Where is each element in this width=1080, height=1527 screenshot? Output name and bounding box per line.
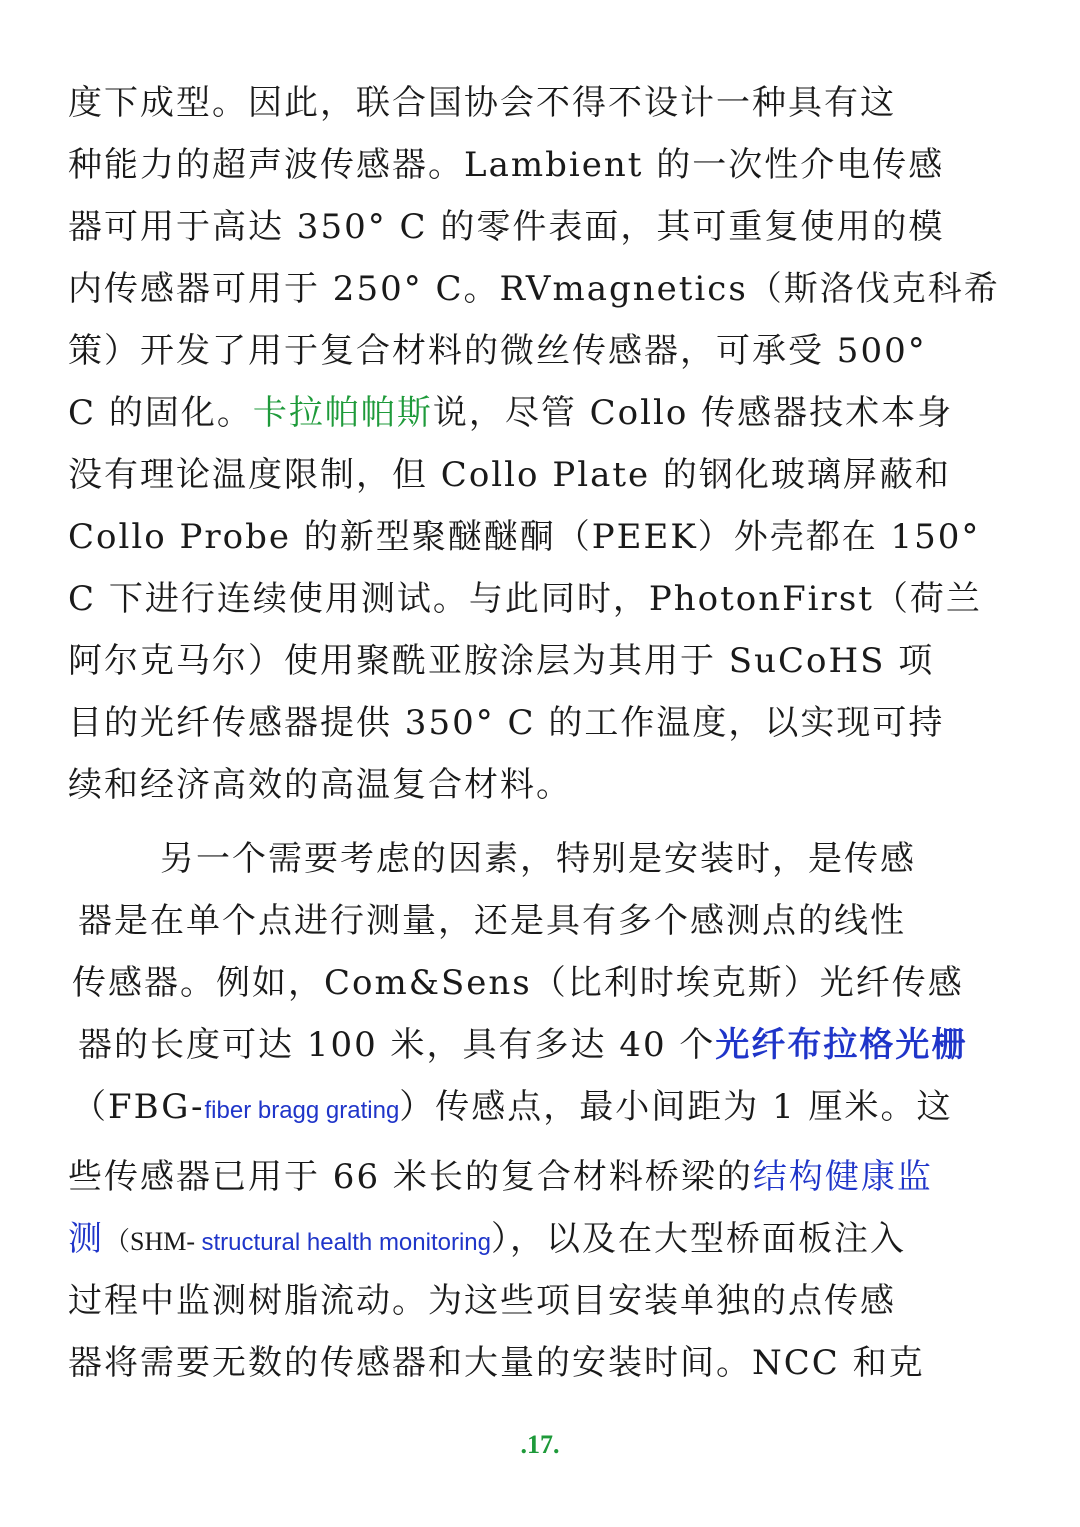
paragraph-line: 器将需要无数的传感器和大量的安装时间。NCC 和克 <box>68 1343 925 1383</box>
paragraph-line: 阿尔克马尔）使用聚酰亚胺涂层为其用于 SuCoHS 项 <box>68 641 935 681</box>
paragraph-line: C 下进行连续使用测试。与此同时，PhotonFirst（荷兰 <box>68 579 982 619</box>
paragraph-line: 器是在单个点进行测量，还是具有多个感测点的线性 <box>78 901 906 941</box>
shm-link[interactable]: 结构健康监 <box>752 1157 933 1197</box>
paragraph-line: 度下成型。因此，联合国协会不得不设计一种具有这 <box>68 83 896 123</box>
paragraph-line <box>68 1208 1018 1270</box>
paragraph-line <box>68 1014 1018 1076</box>
line-text: C 的固化。 <box>68 393 253 433</box>
shm-link-continued[interactable]: 测 <box>68 1219 104 1259</box>
abbr-text: （SHM- <box>104 1227 202 1256</box>
highlighted-name: 卡拉帕帕斯 <box>252 393 433 433</box>
paragraph-1 <box>68 72 1018 816</box>
page-number: .17. <box>520 1430 560 1459</box>
fbg-link[interactable]: 光纤布拉格光栅 <box>715 1025 968 1065</box>
paragraph-line: 没有理论温度限制，但 Collo Plate 的钢化玻璃屏蔽和 <box>68 455 951 495</box>
line-text: 说，尽管 Collo 传感器技术本身 <box>432 393 954 433</box>
fbg-term: fiber bragg grating <box>204 1097 400 1124</box>
shm-term: structural health monitoring <box>201 1229 491 1256</box>
paragraph-line: Collo Probe 的新型聚醚醚酮（PEEK）外壳都在 150° <box>68 517 981 557</box>
paragraph-line: 器可用于高达 350° C 的零件表面，其可重复使用的模 <box>68 207 945 247</box>
paragraph-line: 策）开发了用于复合材料的微丝传感器，可承受 500° <box>68 331 927 371</box>
paragraph-line: 另一个需要考虑的因素，特别是安装时，是传感 <box>160 839 916 879</box>
line-text: ），以及在大型桥面板注入 <box>491 1219 906 1259</box>
paragraph-line: 种能力的超声波传感器。Lambient 的一次性介电传感 <box>68 145 945 185</box>
paragraph-line-with-name <box>68 382 1018 444</box>
line-text: （FBG- <box>72 1087 205 1127</box>
line-text: ）传感点，最小间距为 1 厘米。这 <box>399 1087 953 1127</box>
paragraph-2 <box>68 828 1018 1394</box>
line-text: 器的长度可达 100 米，具有多达 40 个 <box>78 1025 716 1065</box>
paragraph-line <box>68 1146 1018 1208</box>
paragraph-line: 传感器。例如，Com&Sens（比利时埃克斯）光纤传感 <box>72 963 964 1003</box>
paragraph-line: 内传感器可用于 250° C。RVmagnetics（斯洛伐克科希 <box>68 269 1000 309</box>
paragraph-line: 过程中监测树脂流动。为这些项目安装单独的点传感 <box>68 1281 896 1321</box>
paragraph-line: 续和经济高效的高温复合材料。 <box>68 765 572 805</box>
paragraph-line <box>68 1076 1018 1138</box>
paragraph-line: 目的光纤传感器提供 350° C 的工作温度，以实现可持 <box>68 703 945 743</box>
line-text: 些传感器已用于 66 米长的复合材料桥梁的 <box>68 1157 753 1197</box>
